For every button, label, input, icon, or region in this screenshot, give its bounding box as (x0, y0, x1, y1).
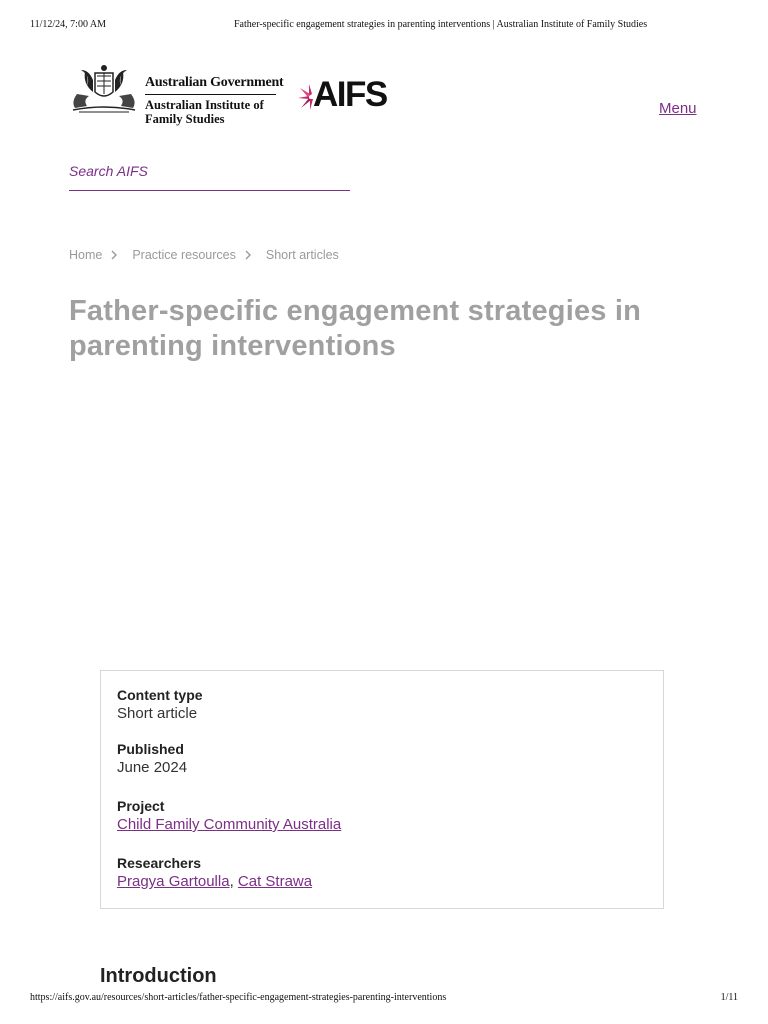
breadcrumb-practice-resources[interactable]: Practice resources (132, 248, 236, 262)
chevron-right-icon (244, 249, 252, 261)
meta-content-type (117, 686, 203, 723)
gov-logo-line3: Family Studies (145, 112, 225, 126)
researcher-separator: , (229, 873, 238, 890)
meta-content-type-label: Content type (117, 687, 203, 703)
aifs-logo-text: AIFS (313, 75, 387, 114)
print-url: https://aifs.gov.au/resources/short-articles/father-specific-engagement-strategies-parenting-interventions (30, 992, 447, 1003)
aifs-logo[interactable] (298, 75, 410, 114)
meta-project (117, 797, 341, 834)
meta-published-value: June 2024 (117, 759, 188, 776)
meta-researchers-label: Researchers (117, 855, 202, 871)
researcher-link[interactable]: Cat Strawa (237, 873, 313, 890)
print-page-title: Father-specific engagement strategies in parenting interventions | Australian Institute of Family Studies (234, 19, 648, 30)
meta-project-label: Project (117, 798, 165, 814)
search-bar (69, 160, 350, 191)
print-page-number: 1/11 (720, 992, 738, 1003)
page-title: Father-specific engagement strategies in parenting interventions (69, 295, 642, 362)
print-date: 11/12/24, 7:00 AM (30, 19, 107, 30)
project-link[interactable]: Child Family Community Australia (117, 816, 342, 833)
section-heading-introduction: Introduction (100, 965, 217, 987)
meta-content-type-value: Short article (117, 705, 198, 722)
print-header (30, 19, 738, 33)
researcher-link[interactable]: Pragya Gartoulla (117, 873, 230, 890)
gov-logo-line1: Australian Government (145, 75, 276, 95)
meta-published-label: Published (117, 741, 184, 757)
gov-logo-line2: Australian Institute of (145, 98, 264, 112)
gov-logo-text (145, 75, 284, 126)
breadcrumb-short-articles[interactable]: Short articles (265, 248, 339, 262)
breadcrumb-home[interactable]: Home (69, 248, 103, 262)
search-input[interactable] (69, 160, 350, 182)
menu-link[interactable]: Menu (659, 100, 697, 117)
australian-government-logo[interactable] (69, 62, 284, 128)
meta-researchers (117, 854, 312, 891)
article-metadata-box (100, 670, 664, 909)
chevron-right-icon (110, 249, 118, 261)
meta-published (117, 740, 187, 777)
coat-of-arms-icon (69, 62, 139, 116)
print-footer (30, 992, 738, 1006)
breadcrumb (69, 248, 339, 262)
